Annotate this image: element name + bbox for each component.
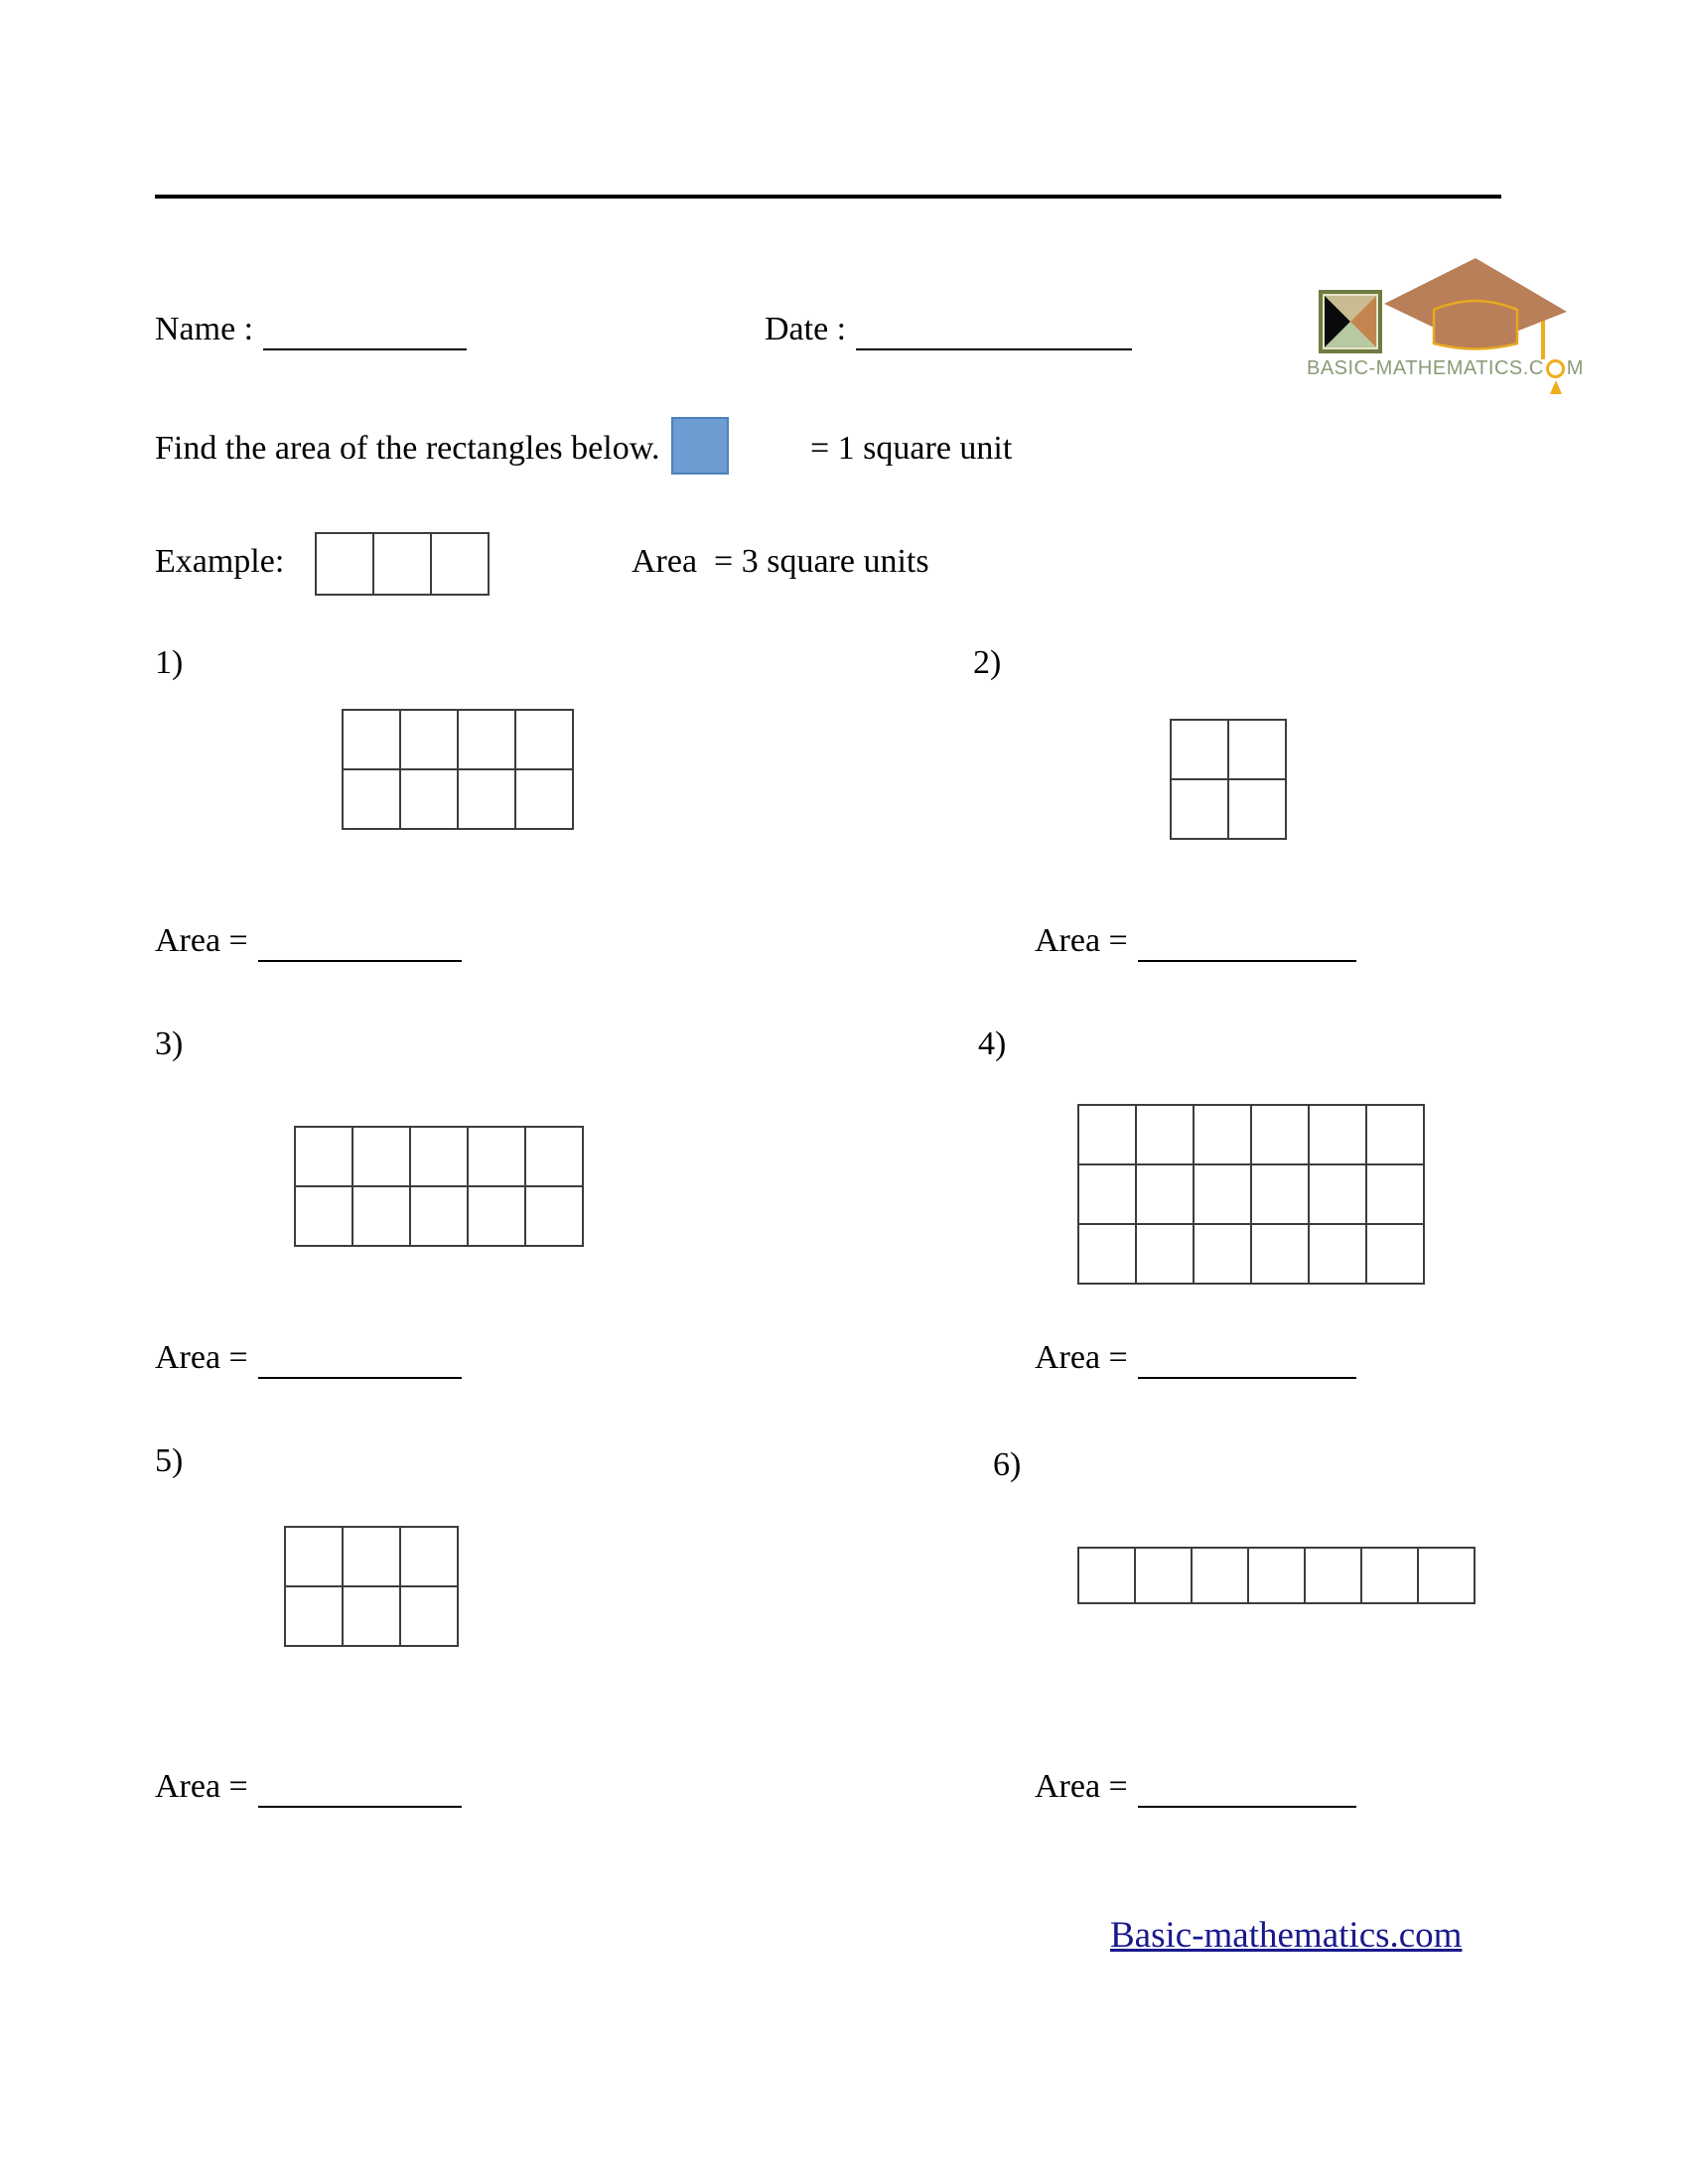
grid-cell: [468, 1127, 525, 1186]
tassel-ring-icon: [1546, 359, 1565, 378]
name-label: Name :: [155, 311, 254, 347]
date-blank-line: [856, 315, 1132, 350]
grid-cell: [1305, 1548, 1361, 1603]
grid-cell: [285, 1527, 343, 1586]
grid-cell: [1251, 1105, 1309, 1164]
problem-3-number: 3): [155, 1025, 184, 1062]
top-rule-divider: [155, 195, 1501, 199]
logo-text-right: M: [1566, 357, 1584, 379]
problem-4-area-label: Area =: [1035, 1339, 1128, 1376]
grid-cell: [1366, 1105, 1424, 1164]
problem-5-area-row: [155, 1767, 462, 1808]
grid-cell: [1251, 1164, 1309, 1224]
footer-site-link[interactable]: Basic-mathematics.com: [1110, 1915, 1463, 1956]
grid-cell: [1135, 1548, 1192, 1603]
grid-cell: [410, 1186, 468, 1246]
grid-cell: [373, 533, 431, 595]
unit-square-swatch: [671, 417, 729, 475]
grid-cell: [1078, 1105, 1136, 1164]
problem-3-grid: [294, 1126, 584, 1247]
grid-cell: [1136, 1224, 1194, 1284]
problem-2-area-row: [1035, 921, 1356, 962]
grid-cell: [400, 769, 458, 829]
problem-6-area-label: Area =: [1035, 1768, 1128, 1805]
problem-2-number: 2): [973, 644, 1002, 681]
logo-wordmark: [1307, 357, 1584, 380]
tassel-bell-icon: [1550, 380, 1562, 394]
grid-cell: [352, 1127, 410, 1186]
example-label: Example:: [155, 543, 285, 580]
instruction-text: Find the area of the rectangles below.: [155, 430, 660, 467]
grid-cell: [1194, 1164, 1251, 1224]
name-row: [155, 310, 467, 350]
grid-cell: [1078, 1548, 1135, 1603]
problem-3-area-row: [155, 1338, 462, 1379]
problem-4-answer-blank: [1138, 1343, 1356, 1379]
grid-cell: [1309, 1105, 1366, 1164]
grid-cell: [468, 1186, 525, 1246]
problem-1-area-label: Area =: [155, 922, 248, 959]
problem-5-number: 5): [155, 1442, 184, 1479]
grid-cell: [1418, 1548, 1475, 1603]
legend-text: = 1 square unit: [810, 430, 1013, 467]
grid-cell: [343, 710, 400, 769]
graduation-cap-icon: [1382, 256, 1571, 359]
problem-5-area-label: Area =: [155, 1768, 248, 1805]
problem-6-number: 6): [993, 1446, 1022, 1483]
grid-cell: [1309, 1164, 1366, 1224]
date-label: Date :: [765, 311, 847, 347]
grid-cell: [400, 1527, 458, 1586]
grid-cell: [1366, 1224, 1424, 1284]
problem-6-area-row: [1035, 1767, 1356, 1808]
grid-cell: [515, 710, 573, 769]
grid-cell: [1078, 1224, 1136, 1284]
problem-1-grid: [342, 709, 574, 830]
grid-cell: [525, 1127, 583, 1186]
grid-cell: [515, 769, 573, 829]
grid-cell: [1194, 1224, 1251, 1284]
problem-4-grid: [1077, 1104, 1425, 1285]
grid-cell: [400, 1586, 458, 1646]
problem-4-number: 4): [978, 1025, 1007, 1062]
grid-cell: [1361, 1548, 1418, 1603]
date-row: [765, 310, 1132, 350]
grid-cell: [1171, 779, 1228, 839]
grid-cell: [1171, 720, 1228, 779]
problem-3-area-label: Area =: [155, 1339, 248, 1376]
problem-1-answer-blank: [258, 926, 462, 962]
grid-cell: [410, 1127, 468, 1186]
grid-cell: [295, 1127, 352, 1186]
grid-cell: [295, 1186, 352, 1246]
grid-cell: [525, 1186, 583, 1246]
grid-cell: [1192, 1548, 1248, 1603]
problem-2-grid: [1170, 719, 1287, 840]
problem-5-answer-blank: [258, 1772, 462, 1808]
grid-cell: [1136, 1105, 1194, 1164]
grid-cell: [1078, 1164, 1136, 1224]
grid-cell: [431, 533, 489, 595]
grid-cell: [343, 1586, 400, 1646]
logo-text-left: BASIC-MATHEMATICS.C: [1307, 357, 1544, 379]
grid-cell: [1309, 1224, 1366, 1284]
grid-cell: [458, 769, 515, 829]
grid-cell: [352, 1186, 410, 1246]
grid-cell: [1194, 1105, 1251, 1164]
problem-1-number: 1): [155, 644, 184, 681]
logo-square-icon: [1319, 290, 1382, 353]
grid-cell: [458, 710, 515, 769]
problem-2-area-label: Area =: [1035, 922, 1128, 959]
grid-cell: [343, 769, 400, 829]
grid-cell: [1366, 1164, 1424, 1224]
grid-cell: [1228, 779, 1286, 839]
grid-cell: [343, 1527, 400, 1586]
problem-2-answer-blank: [1138, 926, 1356, 962]
grid-cell: [1248, 1548, 1305, 1603]
site-logo: [1303, 256, 1584, 400]
grid-cell: [1251, 1224, 1309, 1284]
example-answer: Area = 3 square units: [632, 543, 929, 580]
example-grid: [315, 532, 490, 596]
problem-4-area-row: [1035, 1338, 1356, 1379]
grid-cell: [285, 1586, 343, 1646]
problem-5-grid: [284, 1526, 459, 1647]
grid-cell: [1228, 720, 1286, 779]
problem-1-area-row: [155, 921, 462, 962]
grid-cell: [400, 710, 458, 769]
grid-cell: [316, 533, 373, 595]
grid-cell: [1136, 1164, 1194, 1224]
problem-3-answer-blank: [258, 1343, 462, 1379]
problem-6-grid: [1077, 1547, 1476, 1604]
problem-6-answer-blank: [1138, 1772, 1356, 1808]
name-blank-line: [263, 315, 467, 350]
